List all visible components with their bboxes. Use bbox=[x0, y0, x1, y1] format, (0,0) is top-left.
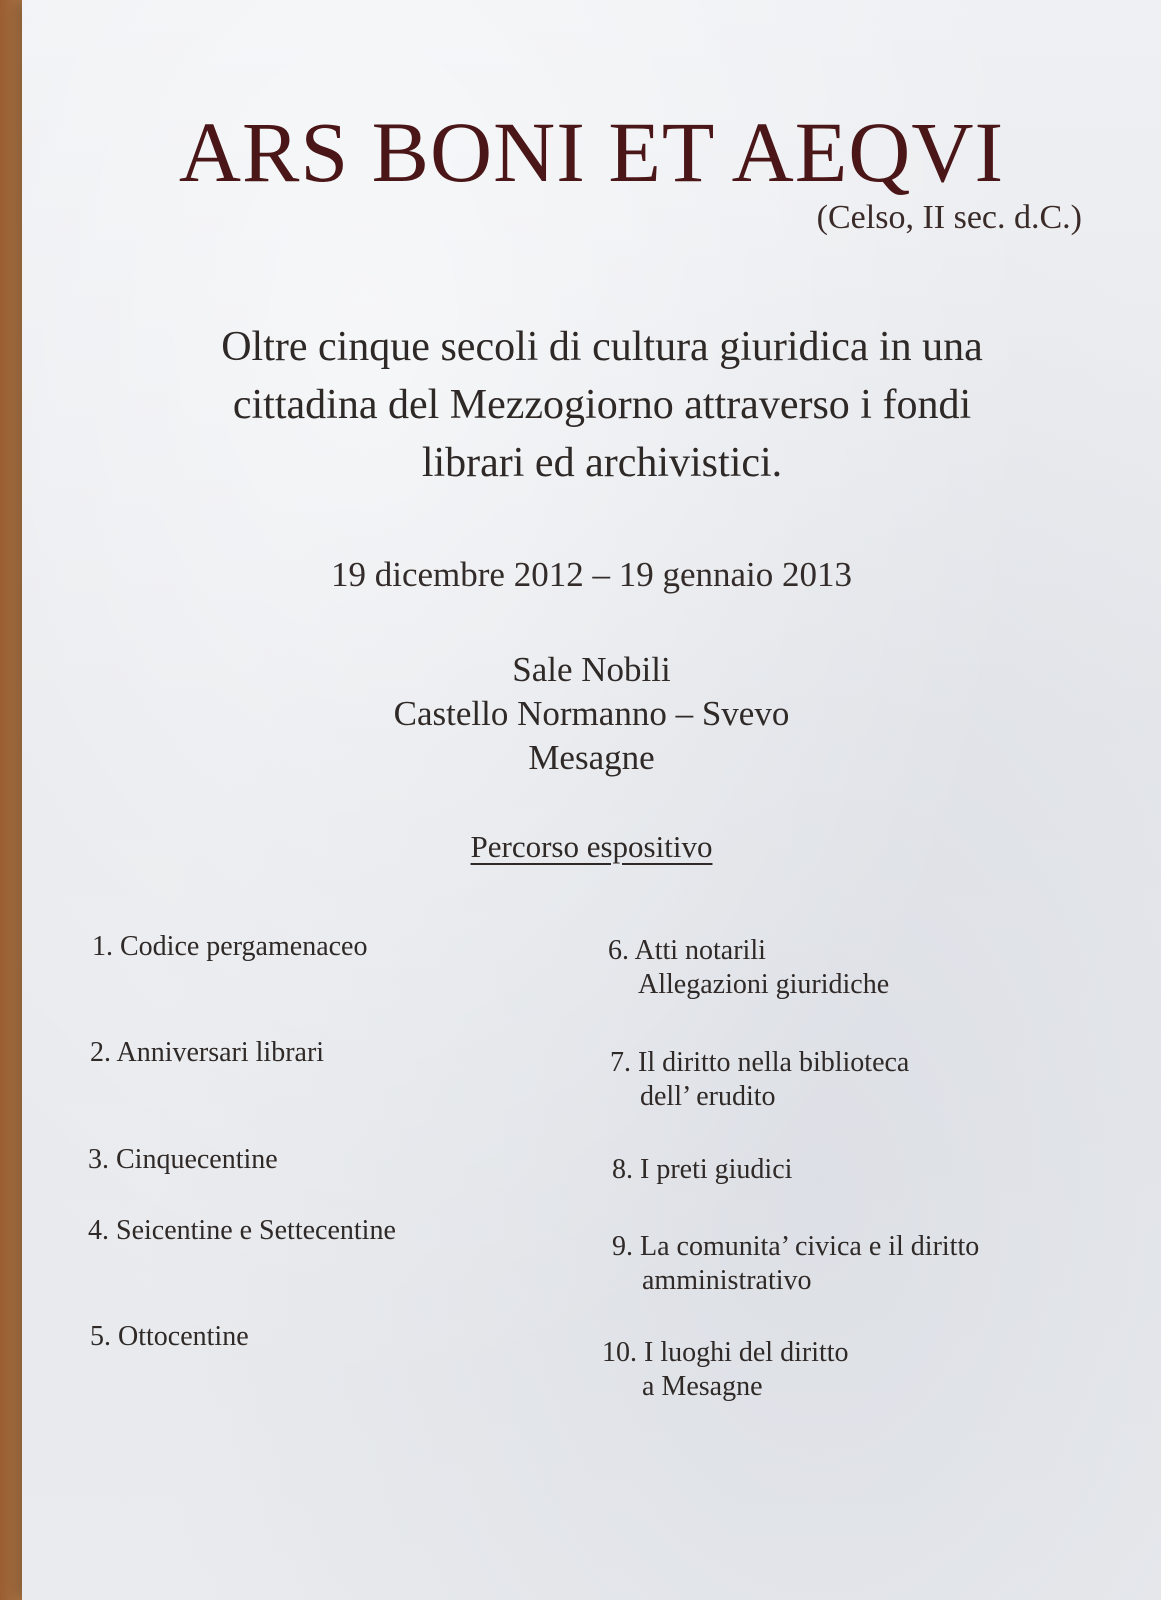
exhibit-item-1 bbox=[92, 930, 367, 964]
section-heading-text: Percorso espositivo bbox=[470, 829, 713, 864]
exhibit-item-number: 1. bbox=[92, 931, 113, 962]
exhibit-item-line bbox=[90, 1036, 324, 1070]
exhibit-item-number: 5. bbox=[90, 1321, 111, 1352]
exhibit-item-number: 4. bbox=[88, 1215, 109, 1246]
exhibition-dates: 19 dicembre 2012 – 19 gennaio 2013 bbox=[330, 555, 852, 594]
exhibit-item-5 bbox=[90, 1320, 249, 1354]
exhibit-item-text: I preti giudici bbox=[640, 1154, 793, 1185]
exhibit-item-number: 3. bbox=[88, 1144, 109, 1175]
exhibit-item-9 bbox=[612, 1230, 979, 1298]
poster-title: ARS BONI ET AEQVI bbox=[178, 104, 1005, 200]
exhibit-item-7 bbox=[610, 1046, 909, 1114]
exhibit-item-2 bbox=[90, 1036, 324, 1070]
venue bbox=[22, 648, 1161, 780]
exhibit-item-number: 9. bbox=[612, 1231, 633, 1262]
exhibit-item-line bbox=[90, 1320, 249, 1354]
exhibit-item-line bbox=[92, 930, 367, 964]
exhibit-item-continuation: a Mesagne bbox=[642, 1371, 763, 1402]
exhibit-item-number: 7. bbox=[610, 1047, 631, 1078]
subtitle-line: cittadina del Mezzogiorno attraverso i fondi bbox=[232, 382, 972, 428]
poster-sheet bbox=[22, 0, 1161, 1600]
exhibit-item-text: Il diritto nella biblioteca bbox=[638, 1047, 910, 1078]
exhibit-item-10 bbox=[602, 1336, 849, 1404]
exhibit-item-text: La comunita’ civica e il diritto bbox=[640, 1231, 980, 1262]
exhibit-item-continuation: amministrativo bbox=[642, 1265, 812, 1296]
exhibit-item-4 bbox=[88, 1214, 396, 1248]
exhibit-item-continuation: dell’ erudito bbox=[640, 1081, 776, 1112]
exhibit-item-line bbox=[88, 1214, 396, 1248]
exhibit-item-line bbox=[608, 934, 889, 968]
exhibit-item-text: Anniversari librari bbox=[116, 1037, 325, 1068]
attribution: (Celso, II sec. d.C.) bbox=[816, 199, 1082, 236]
exhibit-item-text: I luoghi del diritto bbox=[644, 1337, 849, 1368]
exhibit-item-3 bbox=[88, 1143, 278, 1177]
exhibit-item-line bbox=[612, 1230, 979, 1264]
exhibit-item-text: Codice pergamenaceo bbox=[120, 931, 368, 962]
exhibit-item-line bbox=[602, 1336, 849, 1370]
exhibit-item-6 bbox=[608, 934, 889, 1002]
subtitle bbox=[82, 318, 1122, 492]
exhibit-item-line bbox=[612, 1153, 792, 1187]
subtitle-line: librari ed archivistici. bbox=[421, 440, 783, 486]
venue-castle: Castello Normanno – Svevo bbox=[393, 694, 790, 733]
venue-hall: Sale Nobili bbox=[512, 650, 671, 689]
section-heading bbox=[22, 828, 1161, 866]
exhibit-item-continuation: Allegazioni giuridiche bbox=[638, 969, 890, 1000]
exhibit-item-number: 6. bbox=[608, 935, 629, 966]
exhibit-item-text: Seicentine e Settecentine bbox=[116, 1215, 396, 1246]
exhibit-item-text: Cinquecentine bbox=[116, 1144, 278, 1175]
exhibit-item-number: 2. bbox=[90, 1037, 111, 1068]
exhibit-item-8 bbox=[612, 1153, 792, 1187]
venue-town: Mesagne bbox=[528, 738, 655, 777]
exhibit-item-number: 8. bbox=[612, 1154, 633, 1185]
exhibit-item-line bbox=[88, 1143, 278, 1177]
subtitle-line: Oltre cinque secoli di cultura giuridica in una bbox=[221, 324, 983, 370]
exhibit-item-text: Atti notarili bbox=[634, 935, 766, 966]
exhibit-item-line bbox=[610, 1046, 909, 1080]
exhibit-item-text: Ottocentine bbox=[118, 1321, 249, 1352]
exhibit-item-number: 10. bbox=[602, 1337, 637, 1368]
